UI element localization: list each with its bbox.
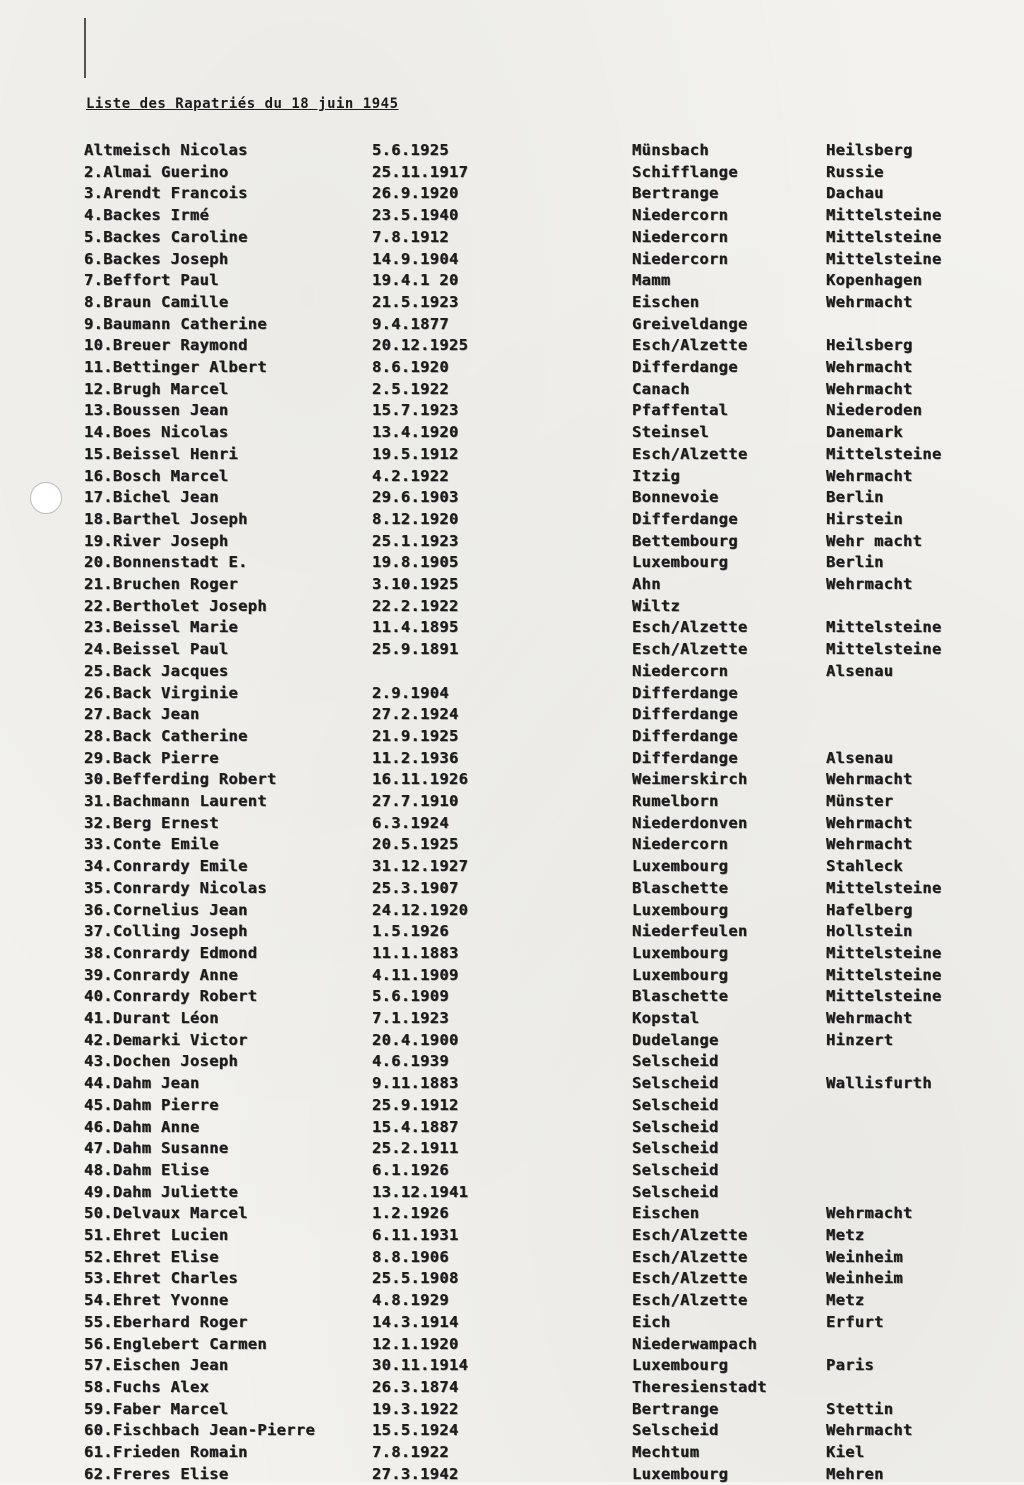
entry-name: 40.Conrardy Robert: [84, 987, 258, 1006]
list-item: [0, 335, 1024, 357]
entry-place: Eischen: [632, 292, 700, 311]
entry-date: 16.11.1926: [372, 770, 469, 789]
entry-name: 35.Conrardy Nicolas: [84, 878, 268, 897]
entry-date: 26.3.1874: [372, 1377, 459, 1396]
list-item: [0, 140, 1024, 162]
entry-date: 1.2.1926: [372, 1204, 450, 1223]
entry-place: Schifflange: [632, 162, 738, 181]
entry-place: Bettembourg: [632, 531, 738, 550]
entry-name: 6.Backes Joseph: [84, 249, 229, 268]
entry-date: 27.3.1942: [372, 1464, 459, 1483]
entry-destination: Hirstein: [826, 509, 904, 528]
entry-place: Selscheid: [632, 1421, 719, 1440]
list-item: [0, 1073, 1024, 1095]
entry-name: 36.Cornelius Jean: [84, 900, 248, 919]
entry-place: Esch/Alzette: [632, 1269, 748, 1288]
entry-name: 34.Conrardy Emile: [84, 857, 248, 876]
list-item: [0, 617, 1024, 639]
entry-place: Niederwampach: [632, 1334, 758, 1353]
entry-name: 50.Delvaux Marcel: [84, 1204, 248, 1223]
list-item: [0, 1399, 1024, 1421]
entry-date: 13.4.1920: [372, 423, 459, 442]
entry-date: 29.6.1903: [372, 488, 459, 507]
entry-place: Differdange: [632, 726, 738, 745]
entry-date: 13.12.1941: [372, 1182, 469, 1201]
entry-date: 25.1.1923: [372, 531, 459, 550]
list-item: [0, 1268, 1024, 1290]
entry-date: 6.1.1926: [372, 1160, 450, 1179]
entry-destination: Mittelsteine: [826, 878, 942, 897]
entry-destination: Wehrmacht: [826, 358, 913, 376]
list-item: [0, 249, 1024, 271]
entry-destination: Mittelsteine: [826, 227, 942, 246]
entry-date: 4.11.1909: [372, 965, 459, 984]
entry-date: 4.2.1922: [372, 466, 450, 485]
entry-destination: Wehrmacht: [826, 575, 913, 593]
entry-place: Esch/Alzette: [632, 640, 748, 659]
entry-place: Luxembourg: [632, 1464, 729, 1483]
entry-destination: Mehren: [826, 1464, 884, 1483]
entry-name: 32.Berg Ernest: [84, 813, 219, 832]
list-item: [0, 639, 1024, 661]
entry-destination: Wehrmacht: [826, 466, 913, 485]
entry-place: Niedercorn: [632, 206, 729, 225]
entry-place: Dudelange: [632, 1030, 719, 1049]
entry-name: 17.Bichel Jean: [84, 488, 219, 507]
entry-date: 24.12.1920: [372, 900, 469, 919]
entry-destination: Wallisfurth: [826, 1074, 932, 1093]
entry-destination: Hinzert: [826, 1030, 894, 1049]
entry-place: Selscheid: [632, 1160, 719, 1179]
entry-place: Canach: [632, 379, 690, 398]
list-item: [0, 683, 1024, 705]
list-item: [0, 661, 1024, 683]
entry-place: Bertrange: [632, 184, 719, 203]
entry-destination: Mittelsteine: [826, 965, 942, 984]
entry-place: Itzig: [632, 466, 681, 485]
entry-place: Luxembourg: [632, 857, 729, 876]
entry-destination: Wehr macht: [826, 531, 923, 550]
list-item: [0, 878, 1024, 900]
list-item: [0, 1442, 1024, 1464]
entry-place: Differdange: [632, 748, 738, 767]
entry-date: 15.5.1924: [372, 1421, 459, 1440]
entry-date: 26.9.1920: [372, 184, 459, 203]
entry-name: 8.Braun Camille: [84, 292, 229, 311]
entry-date: 21.5.1923: [372, 292, 459, 311]
entry-name: 38.Conrardy Edmond: [84, 943, 258, 962]
entry-destination: Alsenau: [826, 661, 894, 680]
entry-place: Bertrange: [632, 1399, 719, 1418]
entry-name: 5.Backes Caroline: [84, 227, 248, 246]
entry-place: Steinsel: [632, 423, 710, 442]
entry-name: 57.Eischen Jean: [84, 1356, 229, 1375]
entry-destination: Dachau: [826, 184, 884, 203]
list-item: [0, 943, 1024, 965]
entry-destination: Wehrmacht: [826, 1009, 913, 1027]
entry-destination: Mittelsteine: [826, 943, 942, 962]
entry-date: 7.8.1922: [372, 1443, 450, 1461]
list-item: [0, 205, 1024, 227]
entry-place: Differdange: [632, 705, 738, 724]
entry-destination: Berlin: [826, 553, 884, 572]
entry-name: 42.Demarki Victor: [84, 1030, 248, 1049]
list-item: [0, 704, 1024, 726]
entry-name: 58.Fuchs Alex: [84, 1377, 210, 1396]
entry-name: 7.Beffort Paul: [84, 271, 219, 290]
entry-name: 25.Back Jacques: [84, 661, 229, 680]
entry-destination: Wehrmacht: [826, 770, 913, 789]
list-item: [0, 487, 1024, 509]
entry-name: 4.Backes Irmé: [84, 206, 210, 225]
entry-name: 46.Dahm Anne: [84, 1117, 200, 1136]
entry-date: 7.1.1923: [372, 1009, 450, 1027]
list-item: [0, 509, 1024, 531]
list-item: [0, 227, 1024, 249]
entry-place: Bonnevoie: [632, 488, 719, 507]
entry-name: 19.River Joseph: [84, 531, 229, 550]
entry-destination: Kopenhagen: [826, 271, 923, 290]
entry-destination: Berlin: [826, 488, 884, 507]
entry-date: 14.9.1904: [372, 249, 459, 268]
entry-place: Selscheid: [632, 1139, 719, 1158]
list-item: [0, 769, 1024, 791]
entry-date: 2.9.1904: [372, 683, 450, 702]
entry-date: 25.5.1908: [372, 1269, 459, 1288]
entry-destination: Stettin: [826, 1399, 894, 1418]
entry-place: Differdange: [632, 683, 738, 702]
list-item: [0, 400, 1024, 422]
entry-name: 13.Boussen Jean: [84, 401, 229, 420]
margin-mark: [84, 18, 86, 78]
entry-name: 20.Bonnenstadt E.: [84, 553, 248, 572]
entry-name: 60.Fischbach Jean-Pierre: [84, 1421, 316, 1440]
entry-date: 20.5.1925: [372, 835, 459, 854]
entry-date: 15.7.1923: [372, 401, 459, 420]
entry-place: Selscheid: [632, 1095, 719, 1114]
entry-place: Eischen: [632, 1204, 700, 1223]
entry-date: 2.5.1922: [372, 379, 450, 398]
list-item: [0, 292, 1024, 314]
list-item: [0, 1247, 1024, 1269]
entry-name: 43.Dochen Joseph: [84, 1052, 239, 1071]
entry-destination: Danemark: [826, 423, 904, 442]
list-item: [0, 986, 1024, 1008]
entry-date: 6.3.1924: [372, 813, 450, 832]
entry-date: 14.3.1914: [372, 1312, 459, 1331]
entry-date: 12.1.1920: [372, 1334, 459, 1353]
list-item: [0, 1225, 1024, 1247]
entry-date: 20.12.1925: [372, 336, 469, 355]
list-item: [0, 444, 1024, 466]
entry-name: 31.Bachmann Laurent: [84, 792, 268, 810]
entry-place: Luxembourg: [632, 965, 729, 984]
entry-place: Selscheid: [632, 1074, 719, 1093]
list-item: [0, 900, 1024, 922]
entry-destination: Weinheim: [826, 1247, 904, 1266]
entry-destination: Wehrmacht: [826, 835, 913, 854]
entry-destination: Kiel: [826, 1443, 865, 1461]
list-item: [0, 1095, 1024, 1117]
entry-name: 21.Bruchen Roger: [84, 575, 239, 593]
entry-date: 27.2.1924: [372, 705, 459, 724]
entry-place: Esch/Alzette: [632, 618, 748, 637]
entry-place: Kopstal: [632, 1009, 700, 1027]
list-item: [0, 552, 1024, 574]
list-item: [0, 1051, 1024, 1073]
entry-date: 3.10.1925: [372, 575, 459, 593]
entry-place: Selscheid: [632, 1182, 719, 1201]
entry-destination: Alsenau: [826, 748, 894, 767]
entry-destination: Wehrmacht: [826, 292, 913, 311]
entry-date: 25.9.1891: [372, 640, 459, 659]
list-item: [0, 965, 1024, 987]
entry-date: 15.4.1887: [372, 1117, 459, 1136]
list-item: [0, 531, 1024, 553]
entry-date: 19.8.1905: [372, 553, 459, 572]
entry-name: 10.Breuer Raymond: [84, 336, 248, 355]
entry-date: 19.4.1 20: [372, 271, 459, 290]
list-item: [0, 1182, 1024, 1204]
entry-name: 9.Baumann Catherine: [84, 314, 268, 333]
entry-place: Luxembourg: [632, 1356, 729, 1375]
entry-name: 18.Barthel Joseph: [84, 509, 248, 528]
entry-name: 39.Conrardy Anne: [84, 965, 239, 984]
entry-name: 14.Boes Nicolas: [84, 423, 229, 442]
entry-name: 15.Beissel Henri: [84, 444, 239, 463]
entry-destination: Heilsberg: [826, 336, 913, 355]
entry-name: 61.Frieden Romain: [84, 1443, 248, 1461]
list-item: [0, 183, 1024, 205]
entry-place: Niederfeulen: [632, 922, 748, 941]
entry-date: 31.12.1927: [372, 857, 469, 876]
entry-place: Luxembourg: [632, 943, 729, 962]
entry-destination: Hafelberg: [826, 900, 913, 919]
entry-date: 4.8.1929: [372, 1291, 450, 1310]
entry-destination: Erfurt: [826, 1312, 884, 1331]
entry-date: 20.4.1900: [372, 1030, 459, 1049]
list-item: [0, 834, 1024, 856]
list-item: [0, 574, 1024, 596]
entry-name: 26.Back Virginie: [84, 683, 239, 702]
list-item: [0, 596, 1024, 618]
list-item: [0, 813, 1024, 835]
entry-place: Esch/Alzette: [632, 444, 748, 463]
entry-name: 12.Brugh Marcel: [84, 379, 229, 398]
entry-place: Weimerskirch: [632, 770, 748, 789]
entry-name: 29.Back Pierre: [84, 748, 219, 767]
list-item: [0, 270, 1024, 292]
entry-place: Niederdonven: [632, 813, 748, 832]
entry-date: 30.11.1914: [372, 1356, 469, 1375]
entry-name: 55.Eberhard Roger: [84, 1312, 248, 1331]
entry-place: Theresienstadt: [632, 1377, 767, 1396]
entry-place: Blaschette: [632, 987, 729, 1006]
entry-name: 27.Back Jean: [84, 705, 200, 724]
list-item: [0, 1160, 1024, 1182]
entry-place: Niedercorn: [632, 661, 729, 680]
entry-destination: Wehrmacht: [826, 1204, 913, 1223]
list-item: [0, 1377, 1024, 1399]
entry-place: Differdange: [632, 358, 738, 376]
entry-date: 25.9.1912: [372, 1095, 459, 1114]
entry-name: 59.Faber Marcel: [84, 1399, 229, 1418]
entry-place: Luxembourg: [632, 900, 729, 919]
entry-name: 30.Befferding Robert: [84, 770, 277, 789]
entry-name: 3.Arendt Francois: [84, 184, 248, 203]
entry-date: 6.11.1931: [372, 1226, 459, 1244]
entry-name: 33.Conte Emile: [84, 835, 219, 854]
entry-date: 19.3.1922: [372, 1399, 459, 1418]
entry-date: 7.8.1912: [372, 227, 450, 246]
list-item: [0, 379, 1024, 401]
entry-destination: Paris: [826, 1356, 875, 1375]
entry-date: 9.11.1883: [372, 1074, 459, 1093]
entry-destination: Metz: [826, 1226, 865, 1244]
entry-destination: Heilsberg: [826, 141, 913, 159]
entry-name: 52.Ehret Elise: [84, 1247, 219, 1266]
entry-name: 49.Dahm Juliette: [84, 1182, 239, 1201]
entry-place: Esch/Alzette: [632, 1291, 748, 1310]
list-item: [0, 314, 1024, 336]
entry-destination: Niederoden: [826, 401, 923, 420]
list-item: [0, 1117, 1024, 1139]
entry-name: 56.Englebert Carmen: [84, 1334, 268, 1353]
entry-name: 23.Beissel Marie: [84, 618, 239, 637]
entry-date: 9.4.1877: [372, 314, 450, 333]
list-item: [0, 1355, 1024, 1377]
entry-date: 23.5.1940: [372, 206, 459, 225]
list-item: [0, 791, 1024, 813]
entry-place: Esch/Alzette: [632, 336, 748, 355]
entry-place: Blaschette: [632, 878, 729, 897]
entry-name: 48.Dahm Elise: [84, 1160, 210, 1179]
entry-date: 1.5.1926: [372, 922, 450, 941]
entry-place: Esch/Alzette: [632, 1226, 748, 1244]
list-item: [0, 921, 1024, 943]
entry-destination: Mittelsteine: [826, 206, 942, 225]
entry-name: 22.Bertholet Joseph: [84, 596, 268, 615]
entry-name: 62.Freres Elise: [84, 1464, 229, 1483]
entry-date: 8.6.1920: [372, 358, 450, 376]
entry-date: 19.5.1912: [372, 444, 459, 463]
entry-place: Münsbach: [632, 141, 710, 159]
entry-name: 53.Ehret Charles: [84, 1269, 239, 1288]
list-item: [0, 422, 1024, 444]
entry-destination: Mittelsteine: [826, 444, 942, 463]
entry-name: 11.Bettinger Albert: [84, 358, 268, 376]
entry-date: 25.11.1917: [372, 162, 469, 181]
list-item: [0, 1290, 1024, 1312]
entry-place: Mamm: [632, 271, 671, 290]
entry-date: 25.3.1907: [372, 878, 459, 897]
entry-date: 27.7.1910: [372, 792, 459, 810]
entry-destination: Mittelsteine: [826, 249, 942, 268]
entry-place: Selscheid: [632, 1117, 719, 1136]
entry-name: Altmeisch Nicolas: [84, 141, 248, 159]
list-item: [0, 1334, 1024, 1356]
list-item: [0, 748, 1024, 770]
entry-place: Ahn: [632, 575, 661, 593]
entry-name: 47.Dahm Susanne: [84, 1139, 229, 1158]
entry-place: Pfaffental: [632, 401, 729, 420]
entry-name: 44.Dahm Jean: [84, 1074, 200, 1093]
entry-place: Mechtum: [632, 1443, 700, 1461]
entry-place: Differdange: [632, 509, 738, 528]
entry-destination: Wehrmacht: [826, 379, 913, 398]
list-item: [0, 856, 1024, 878]
entry-place: Niedercorn: [632, 227, 729, 246]
entry-name: 24.Beissel Paul: [84, 640, 229, 659]
entry-destination: Weinheim: [826, 1269, 904, 1288]
list-item: [0, 1030, 1024, 1052]
list-item: [0, 1138, 1024, 1160]
list-item: [0, 466, 1024, 488]
entry-place: Luxembourg: [632, 553, 729, 572]
list-item: [0, 726, 1024, 748]
entry-name: 2.Almai Guerino: [84, 162, 229, 181]
entry-destination: Mittelsteine: [826, 640, 942, 659]
entry-date: 21.9.1925: [372, 726, 459, 745]
entry-place: Wiltz: [632, 596, 681, 615]
entry-name: 45.Dahm Pierre: [84, 1095, 219, 1114]
entry-destination: Wehrmacht: [826, 813, 913, 832]
entry-date: 8.8.1906: [372, 1247, 450, 1266]
entry-date: 5.6.1909: [372, 987, 450, 1006]
entry-place: Niedercorn: [632, 835, 729, 854]
entry-destination: Mittelsteine: [826, 618, 942, 637]
list-item: [0, 162, 1024, 184]
entry-date: 4.6.1939: [372, 1052, 450, 1071]
entry-place: Eich: [632, 1312, 671, 1331]
entry-name: 54.Ehret Yvonne: [84, 1291, 229, 1310]
entry-destination: Russie: [826, 162, 884, 181]
entry-date: 25.2.1911: [372, 1139, 459, 1158]
list-item: [0, 1008, 1024, 1030]
entry-date: 8.12.1920: [372, 509, 459, 528]
entry-destination: Hollstein: [826, 922, 913, 941]
entry-name: 51.Ehret Lucien: [84, 1226, 229, 1244]
list-item: [0, 1203, 1024, 1225]
entry-place: Greiveldange: [632, 314, 748, 333]
entry-name: 37.Colling Joseph: [84, 922, 248, 941]
entry-date: 11.4.1895: [372, 618, 459, 637]
entry-date: 11.2.1936: [372, 748, 459, 767]
entry-place: Rumelborn: [632, 792, 719, 810]
document-title: Liste des Rapatriés du 18 juin 1945: [86, 96, 399, 112]
entry-date: 22.2.1922: [372, 596, 459, 615]
entry-destination: Münster: [826, 792, 894, 810]
entry-date: 5.6.1925: [372, 141, 450, 159]
entry-date: 11.1.1883: [372, 943, 459, 962]
entry-name: 41.Durant Léon: [84, 1009, 219, 1027]
entry-place: Esch/Alzette: [632, 1247, 748, 1266]
entry-name: 16.Bosch Marcel: [84, 466, 229, 485]
list-item: [0, 1420, 1024, 1442]
entry-destination: Wehrmacht: [826, 1421, 913, 1440]
entry-place: Selscheid: [632, 1052, 719, 1071]
list-item: [0, 1312, 1024, 1334]
entry-destination: Metz: [826, 1291, 865, 1310]
list-item: [0, 357, 1024, 379]
entry-name: 28.Back Catherine: [84, 726, 248, 745]
entry-destination: Stahleck: [826, 857, 904, 876]
entry-destination: Mittelsteine: [826, 987, 942, 1006]
entry-place: Niedercorn: [632, 249, 729, 268]
